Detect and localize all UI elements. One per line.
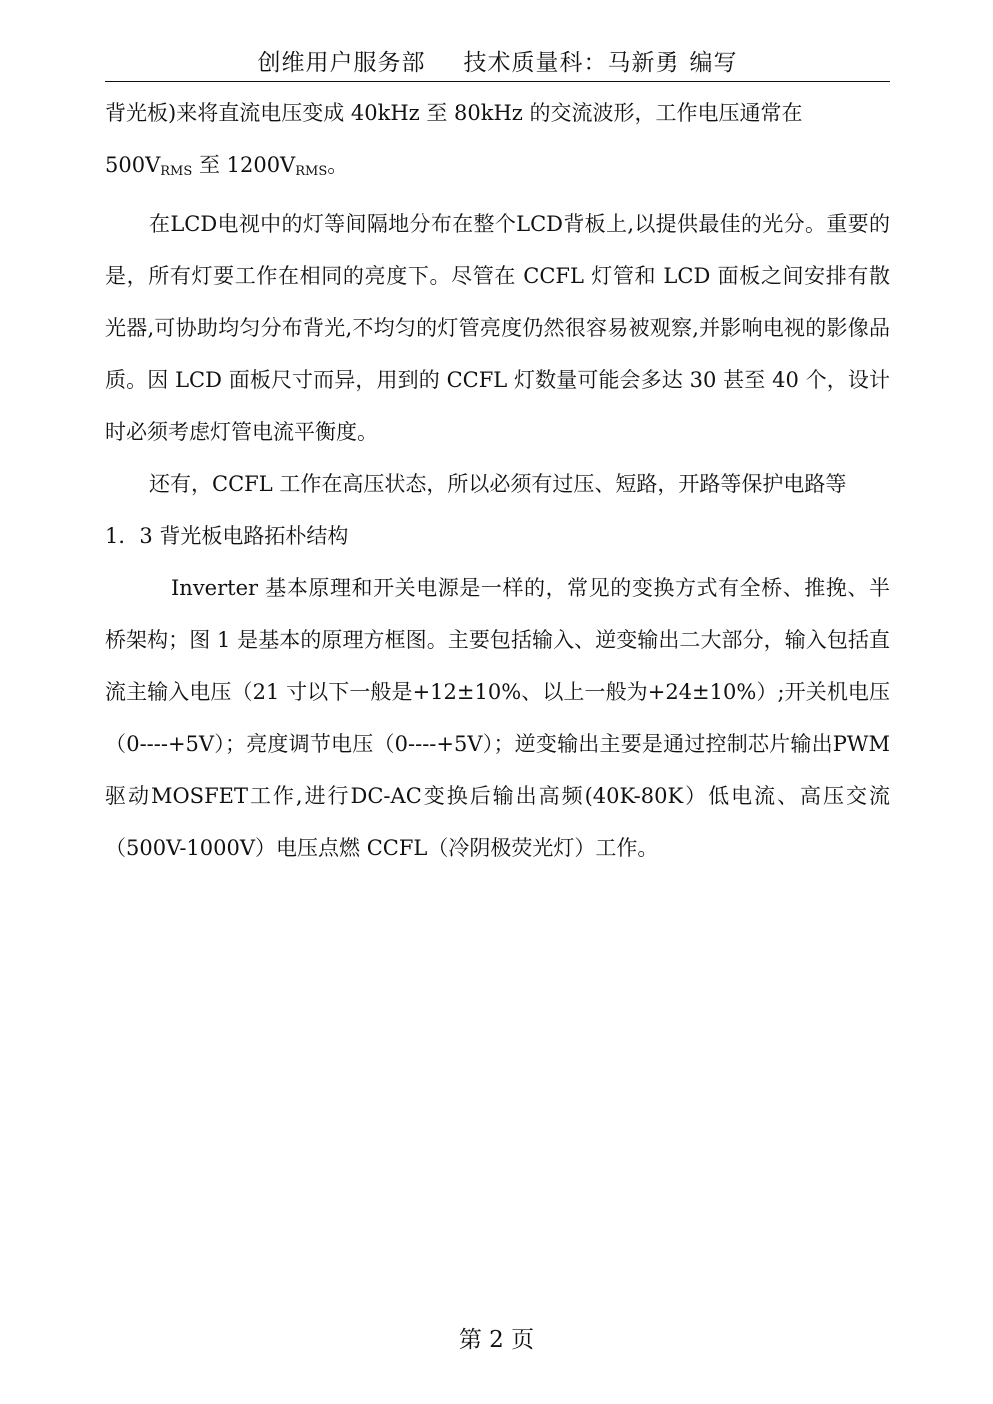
header-section: 技术质量科：马新勇 xyxy=(463,50,680,76)
header-department: 创维用户服务部 xyxy=(257,50,426,76)
paragraph-3: 还有，CCFL 工作在高压状态，所以必须有过压、短路，开路等保护电路等 xyxy=(149,472,847,496)
document-body xyxy=(105,87,890,874)
voltage-500: 500V xyxy=(105,153,161,177)
paragraph-2: 在LCD电视中的灯等间隔地分布在整个LCD背板上,以提供最佳的光分。重要的是，所有灯要工作在相同的亮度下。尽管在 CCFL 灯管和 LCD 面板之间安排有散光器,可协助均匀分布背光,不均匀的灯管亮度仍然很容易被观察,并影响电视的影像品质。因 LCD 面板尺寸而异，用到的 CCFL 灯数量可能会多达 30 甚至 40 个，设计时必须考虑灯管电流平衡度。 xyxy=(105,212,890,444)
paragraph-4: Inverter 基本原理和开关电源是一样的，常见的变换方式有全桥、推挽、半桥架构；图 1 是基本的原理方框图。主要包括输入、逆变输出二大部分，输入包括直流主输入电压（21 寸以下一般是+12±10%、以上一般为+24±10%）;开关机电压（0----+5V）；亮度调节电压（0----+5V）；逆变输出主要是通过控制芯片输出PWM驱动MOSFET工作,进行DC-AC变换后输出高频(40K-80K）低电流、高压交流（500V-1000V）电压点燃 CCFL（冷阴极荧光灯）工作。 xyxy=(105,576,890,860)
rms-subscript-2: RMS xyxy=(295,164,328,179)
page-header xyxy=(105,46,890,80)
paragraph-1-end: 。 xyxy=(327,153,349,177)
paragraph-1-line-1: 背光板)来将直流电压变成 40kHz 至 80kHz 的交流波形，工作电压通常在 xyxy=(105,101,803,125)
header-role: 编写 xyxy=(689,50,738,76)
header-rule xyxy=(105,81,890,82)
page-number: 第 2 页 xyxy=(458,1327,535,1353)
rms-subscript-1: RMS xyxy=(160,164,193,179)
paragraph-1 xyxy=(105,87,890,198)
section-heading: 1．3 背光板电路拓朴结构 xyxy=(105,524,349,548)
voltage-1200: 至 1200V xyxy=(192,153,296,177)
